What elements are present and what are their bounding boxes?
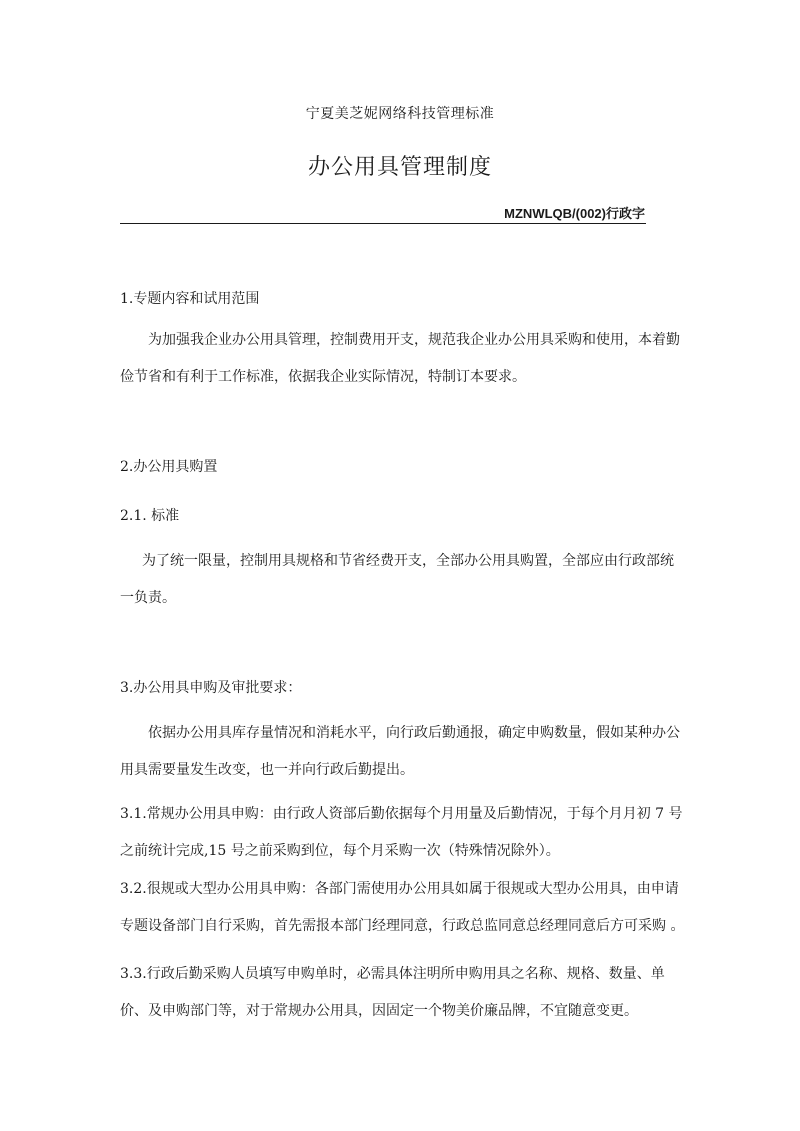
section-2-1-heading: 2.1. 标准	[120, 508, 180, 524]
section-3-1-item: 3.1.常规办公用具申购：由行政人资部后勤依据每个月用量及后勤情况，于每个月月初 7 号之前统计完成,15 号之前采购到位，每个月采购一次（特殊情况除外）。	[120, 806, 683, 859]
organization-title: 宁夏美芝妮网络科技管理标准	[305, 106, 495, 122]
section-3-2-item: 3.2.很规或大型办公用具申购：各部门需使用办公用具如属于很规或大型办公用具，由申请专题设备部门自行采购，首先需报本部门经理同意，行政总监同意总经理同意后方可采购 。	[120, 881, 685, 934]
section-3-3-item: 3.3.行政后勤采购人员填写申购单时，必需具体注明所申购用具之名称、规格、数量、单价、及申购部门等，对于常规办公用具，因固定一个物美价廉品牌，不宜随意变更。	[120, 966, 665, 1019]
document-title: 办公用具管理制度	[307, 155, 492, 180]
section-1-heading: 1.专题内容和试用范围	[120, 291, 260, 307]
document-code: MZNWLQB/(002)行政字	[504, 206, 645, 221]
section-3-body: 依据办公用具库存量情况和消耗水平，向行政后勤通报，确定申购数量，假如某种办公用具需要量发生改变，也一并向行政后勤提出。	[120, 725, 680, 778]
section-3-heading: 3.办公用具申购及审批要求：	[120, 680, 302, 696]
section-2-heading: 2.办公用具购置	[120, 459, 218, 475]
document-code-rule	[120, 205, 646, 224]
section-1-body: 为加强我企业办公用具管理，控制费用开支，规范我企业办公用具采购和使用，本着勤俭节省和有利于工作标准，依据我企业实际情况，特制订本要求。	[120, 332, 680, 385]
section-2-1-body: 为了统一限量，控制用具规格和节省经费开支，全部办公用具购置，全部应由行政部统一负责。	[120, 553, 674, 606]
